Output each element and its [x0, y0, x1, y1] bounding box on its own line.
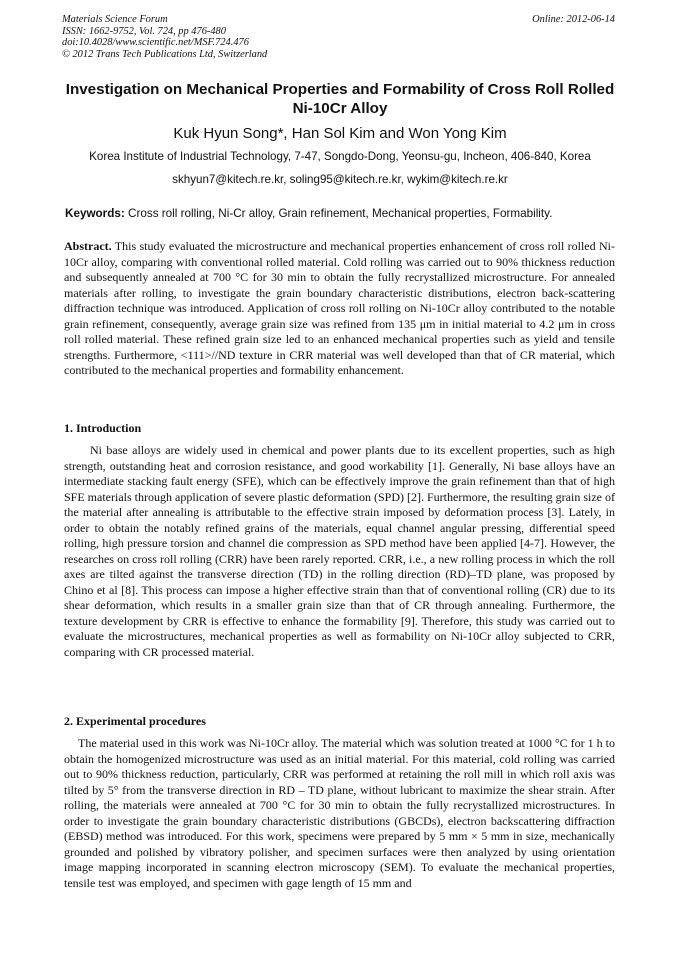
introduction-paragraph: Ni base alloys are widely used in chemical and power plants due to its excellent properties, such as high strength, outstanding heat and corrosion resistance, and good workability [1]. Generally, Ni base alloys have an intermediate stacking fault energy (SFE), which can be effectively improve the grain refinement than that of high SFE materials through application of severe plastic deformation (SPD) [2]. Furthermore, the resulting grain size of the material after annealing is attributable to the effective strain imposed by deformation process [3]. Lately, in order to obtain the notably refined grains of the materials, equal channel angular pressing, differential speed rolling, high pressure torsion and channel die compression as SPD method have been applied [4-7]. However, the researches on cross roll rolling (CRR) have been rarely reported. CRR, i.e., a new rolling process in which the roll axes are tilted against the transverse direction (TD) in the rolling direction (RD)–TD plane, was proposed by Chino et al [8]. This process can impose a higher effective strain than that of conventional rolling (CR) due to its shear deformation, which results in a smaller grain size than that of CR through annealing. Furthermore, the texture development by CRR is effective to enhance the formability [9]. Therefore, this study was carried out to evaluate the microstructures, mechanical properties as well as formability on Ni-10Cr alloy subjected to CRR, comparing with CR processed material. — [64, 443, 615, 659]
journal-name: Materials Science Forum — [62, 14, 168, 25]
experimental-paragraph: The material used in this work was Ni-10Cr alloy. The material which was solution treated at 1000 °C for 1 h to obtain the homogenized microstructure was used as an initial material. For this material, cold rolling was carried out to 90% thickness reduction, particularly, CRR was performed at retaining the roll mill in which roll axis was tilted by 5° from the transverse direction in RD – TD plane, without lubricant to maximize the shear strain. After rolling, the materials were annealed at 700 °C for 30 min to obtain the fully recrystallized microstructures. In order to investigate the grain boundary characteristic distributions (GBCDs), electron backscattering diffraction (EBSD) method was introduced. For this work, specimens were prepared by 5 mm × 5 mm in size, mechanically grounded and polished by vibratory polisher, and specimen surfaces were then analyzed by using orientation image mapping incorporated in scanning electron microscopy (SEM). To evaluate the mechanical properties, tensile test was employed, and specimen with gage length of 15 mm and — [64, 736, 616, 890]
online-date: Online: 2012-06-14 — [532, 14, 615, 25]
paper-authors: Kuk Hyun Song*, Han Sol Kim and Won Yong Kim — [173, 125, 507, 142]
introduction-heading: 1. Introduction — [64, 421, 142, 435]
paper-affiliation: Korea Institute of Industrial Technology, 7-47, Songdo-Dong, Yeonsu-gu, Incheon, 406-840, Korea — [89, 150, 591, 163]
keywords-text: Cross roll rolling, Ni-Cr alloy, Grain refinement, Mechanical properties, Formability. — [124, 207, 553, 220]
abstract-paragraph — [64, 239, 615, 379]
abstract-label: Abstract. — [64, 239, 112, 253]
journal-doi: doi:10.4028/www.scientific.net/MSF.724.476 — [62, 37, 249, 49]
journal-copyright: © 2012 Trans Tech Publications Ltd, Switzerland — [62, 48, 268, 60]
keywords-label: Keywords: — [65, 207, 125, 220]
paper-title: Investigation on Mechanical Properties and Formability of Cross Roll Rolled Ni-10Cr Alloy — [65, 81, 615, 117]
experimental-heading: 2. Experimental procedures — [64, 714, 206, 728]
journal-header — [62, 14, 267, 60]
paper-emails: skhyun7@kitech.re.kr, soling95@kitech.re.kr, wykim@kitech.re.kr — [172, 173, 508, 186]
abstract-text: This study evaluated the microstructure and mechanical properties enhancement of cross roll rolled Ni-10Cr alloy, comparing with conventional rolled material. Cold rolling was carried out to 90% thickness reduction and subsequently annealed at 700 °C for 30 min to obtain the fully recrystallized microstructure. For annealed materials after rolling, to investigate the grain boundary characteristic distributions, electron back-scattering diffraction technique was introduced. Application of cross roll rolling on Ni-10Cr alloy contributed to the notable grain refinement, consequently, average grain size was refined from 135 μm in initial material to 4.2 μm in cross roll rolled material. These refined grain size led to an enhanced mechanical properties such as yield and tensile strengths. Furthermore, <111>//ND texture in CRR material was well developed than that of CR material, which contributed to the mechanical properties and formability enhancement. — [64, 239, 615, 377]
keywords-line — [65, 206, 620, 221]
journal-issn: ISSN: 1662-9752, Vol. 724, pp 476-480 — [62, 25, 226, 37]
